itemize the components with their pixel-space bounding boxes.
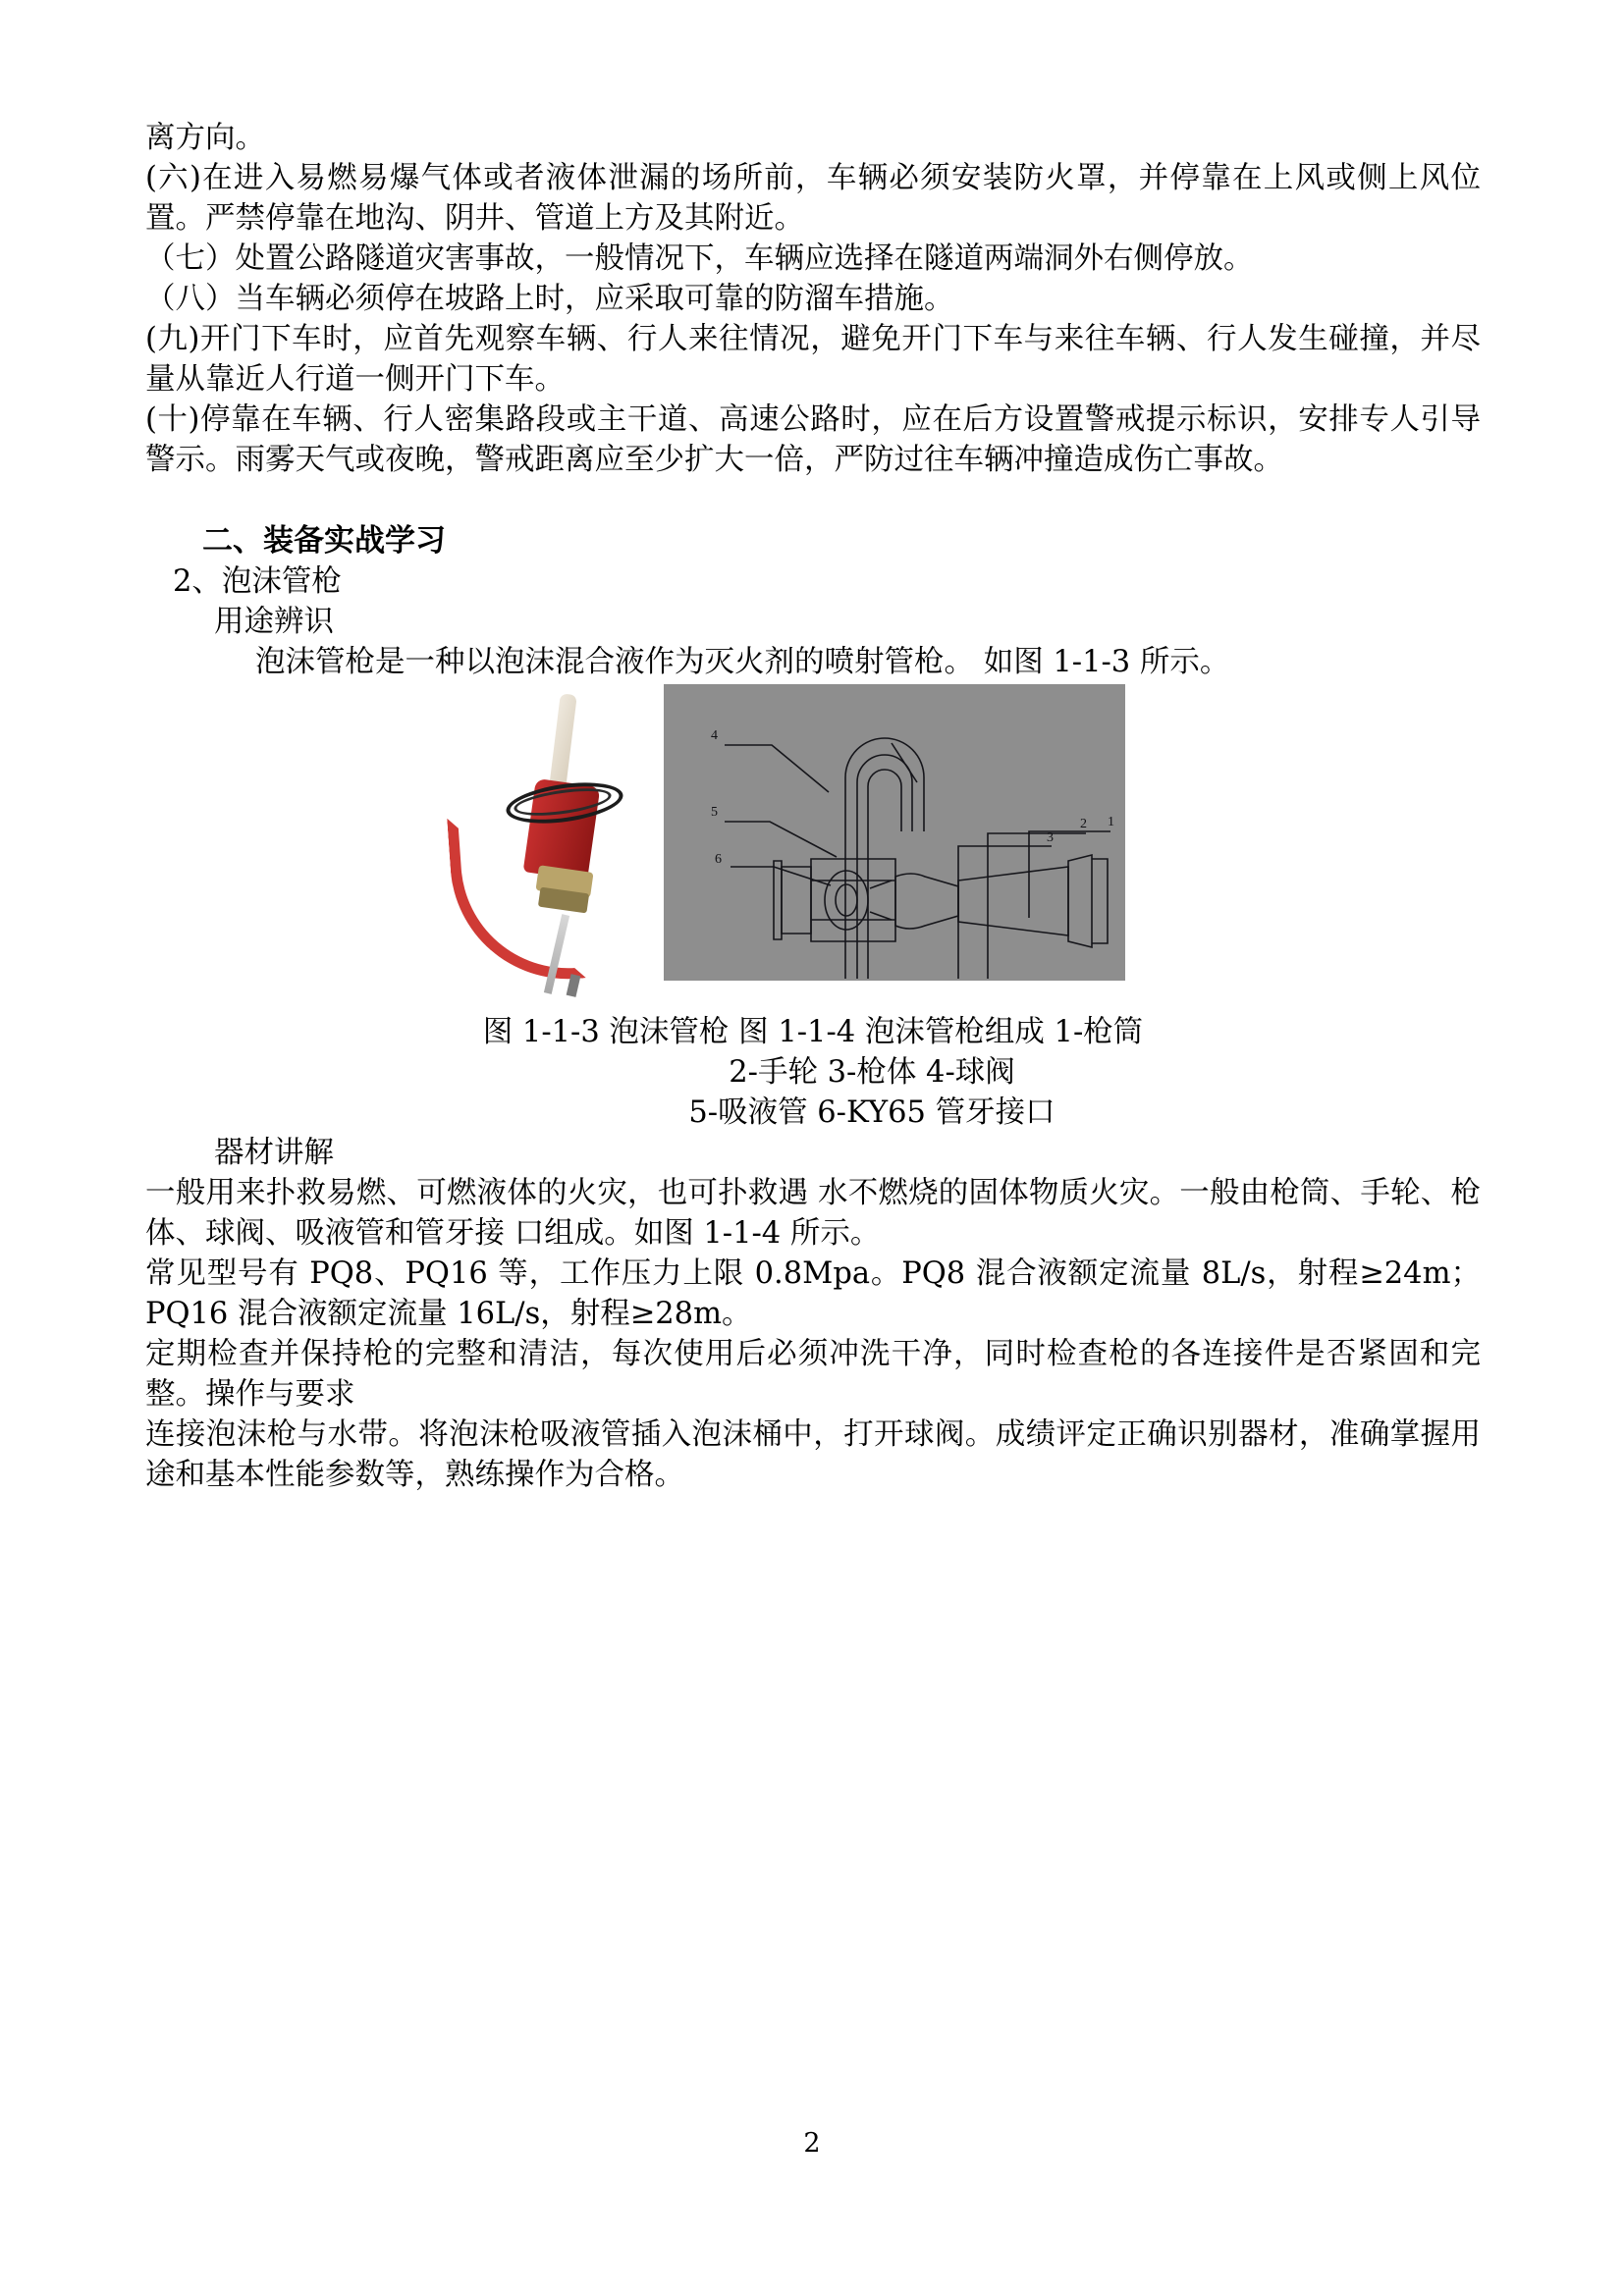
equipment-paragraph-1: 一般用来扑救易燃、可燃液体的火灾，也可扑救遇 水不燃烧的固体物质火灾。一般由枪筒、手轮、枪体、球阀、吸液管和管牙接 口组成。如图 1-1-4 所示。 — [145, 1176, 1481, 1251]
subsection-use-body: 泡沫管枪是一种以泡沫混合液作为灭火剂的喷射管枪。 如图 1-1-3 所示。 — [255, 645, 1230, 679]
gun-handle-shape — [549, 693, 577, 788]
section-heading: 二、装备实战学习 — [202, 523, 446, 559]
diagram-label-2: 2 — [1080, 817, 1087, 831]
subsection-use-title: 用途辨识 — [214, 605, 334, 639]
paragraph-item-seven: （七）处置公路隧道灾害事故，一般情况下，车辆应选择在隧道两端洞外右侧停放。 — [145, 241, 1254, 276]
equipment-paragraph-3: 定期检查并保持枪的完整和清洁，每次使用后必须冲洗干净，同时检查枪的各连接件是否紧固和完整。操作与要求 — [145, 1337, 1481, 1412]
spacer — [145, 480, 1481, 520]
paragraph-item-nine: (九)开门下车时，应首先观察车辆、行人来往情况，避免开门下车与来往车辆、行人发生碰撞，并尽量从靠近人行道一侧开门下车。 — [145, 322, 1481, 397]
diagram-label-6: 6 — [715, 852, 722, 867]
diagram-label-1: 1 — [1108, 815, 1114, 829]
diagram-label-5: 5 — [711, 805, 718, 820]
diagram-label-4: 4 — [711, 728, 718, 743]
figure-caption-line-1: 图 1-1-3 泡沫管枪 图 1-1-4 泡沫管枪组成 1-枪筒 — [482, 1015, 1144, 1049]
foam-gun-diagram-svg — [664, 684, 1125, 981]
figure-caption-line-3: 5-吸液管 6-KY65 管牙接口 — [688, 1095, 1056, 1130]
diagram-label-3: 3 — [1047, 830, 1054, 845]
foam-gun-photo — [435, 688, 690, 992]
page-number: 2 — [803, 2128, 821, 2159]
figure-caption-line-2: 2-手轮 3-枪体 4-球阀 — [729, 1055, 1015, 1090]
paragraph-item-eight: （八）当车辆必须停在坡路上时，应采取可靠的防溜车措施。 — [145, 282, 954, 316]
equipment-explanation-title: 器材讲解 — [214, 1136, 334, 1170]
page-content — [145, 118, 1481, 1495]
figure-group — [145, 688, 1481, 1012]
equipment-paragraph-4: 连接泡沫枪与水带。将泡沫枪吸液管插入泡沫桶中，打开球阀。成绩评定正确识别器材，准确掌握用途和基本性能参数等，熟练操作为合格。 — [145, 1417, 1481, 1492]
paragraph-item-ten: (十)停靠在车辆、行人密集路段或主干道、高速公路时，应在后方设置警戒提示标识，安排专人引导警示。雨雾天气或夜晚，警戒距离应至少扩大一倍，严防过往车辆冲撞造成伤亡事故。 — [145, 402, 1481, 477]
equipment-paragraph-2: 常见型号有 PQ8、PQ16 等，工作压力上限 0.8Mpa。PQ8 混合液额定流量 8L/s，射程≥24m；PQ16 混合液额定流量 16L/s，射程≥28m。 — [145, 1256, 1481, 1331]
subsection-item-title: 2、泡沫管枪 — [173, 564, 342, 599]
paragraph-item-six: (六)在进入易燃易爆气体或者液体泄漏的场所前，车辆必须安装防火罩，并停靠在上风或侧上风位置。严禁停靠在地沟、阴井、管道上方及其附近。 — [145, 161, 1481, 236]
foam-gun-diagram — [664, 684, 1125, 981]
paragraph-continued: 离方向。 — [145, 121, 265, 155]
